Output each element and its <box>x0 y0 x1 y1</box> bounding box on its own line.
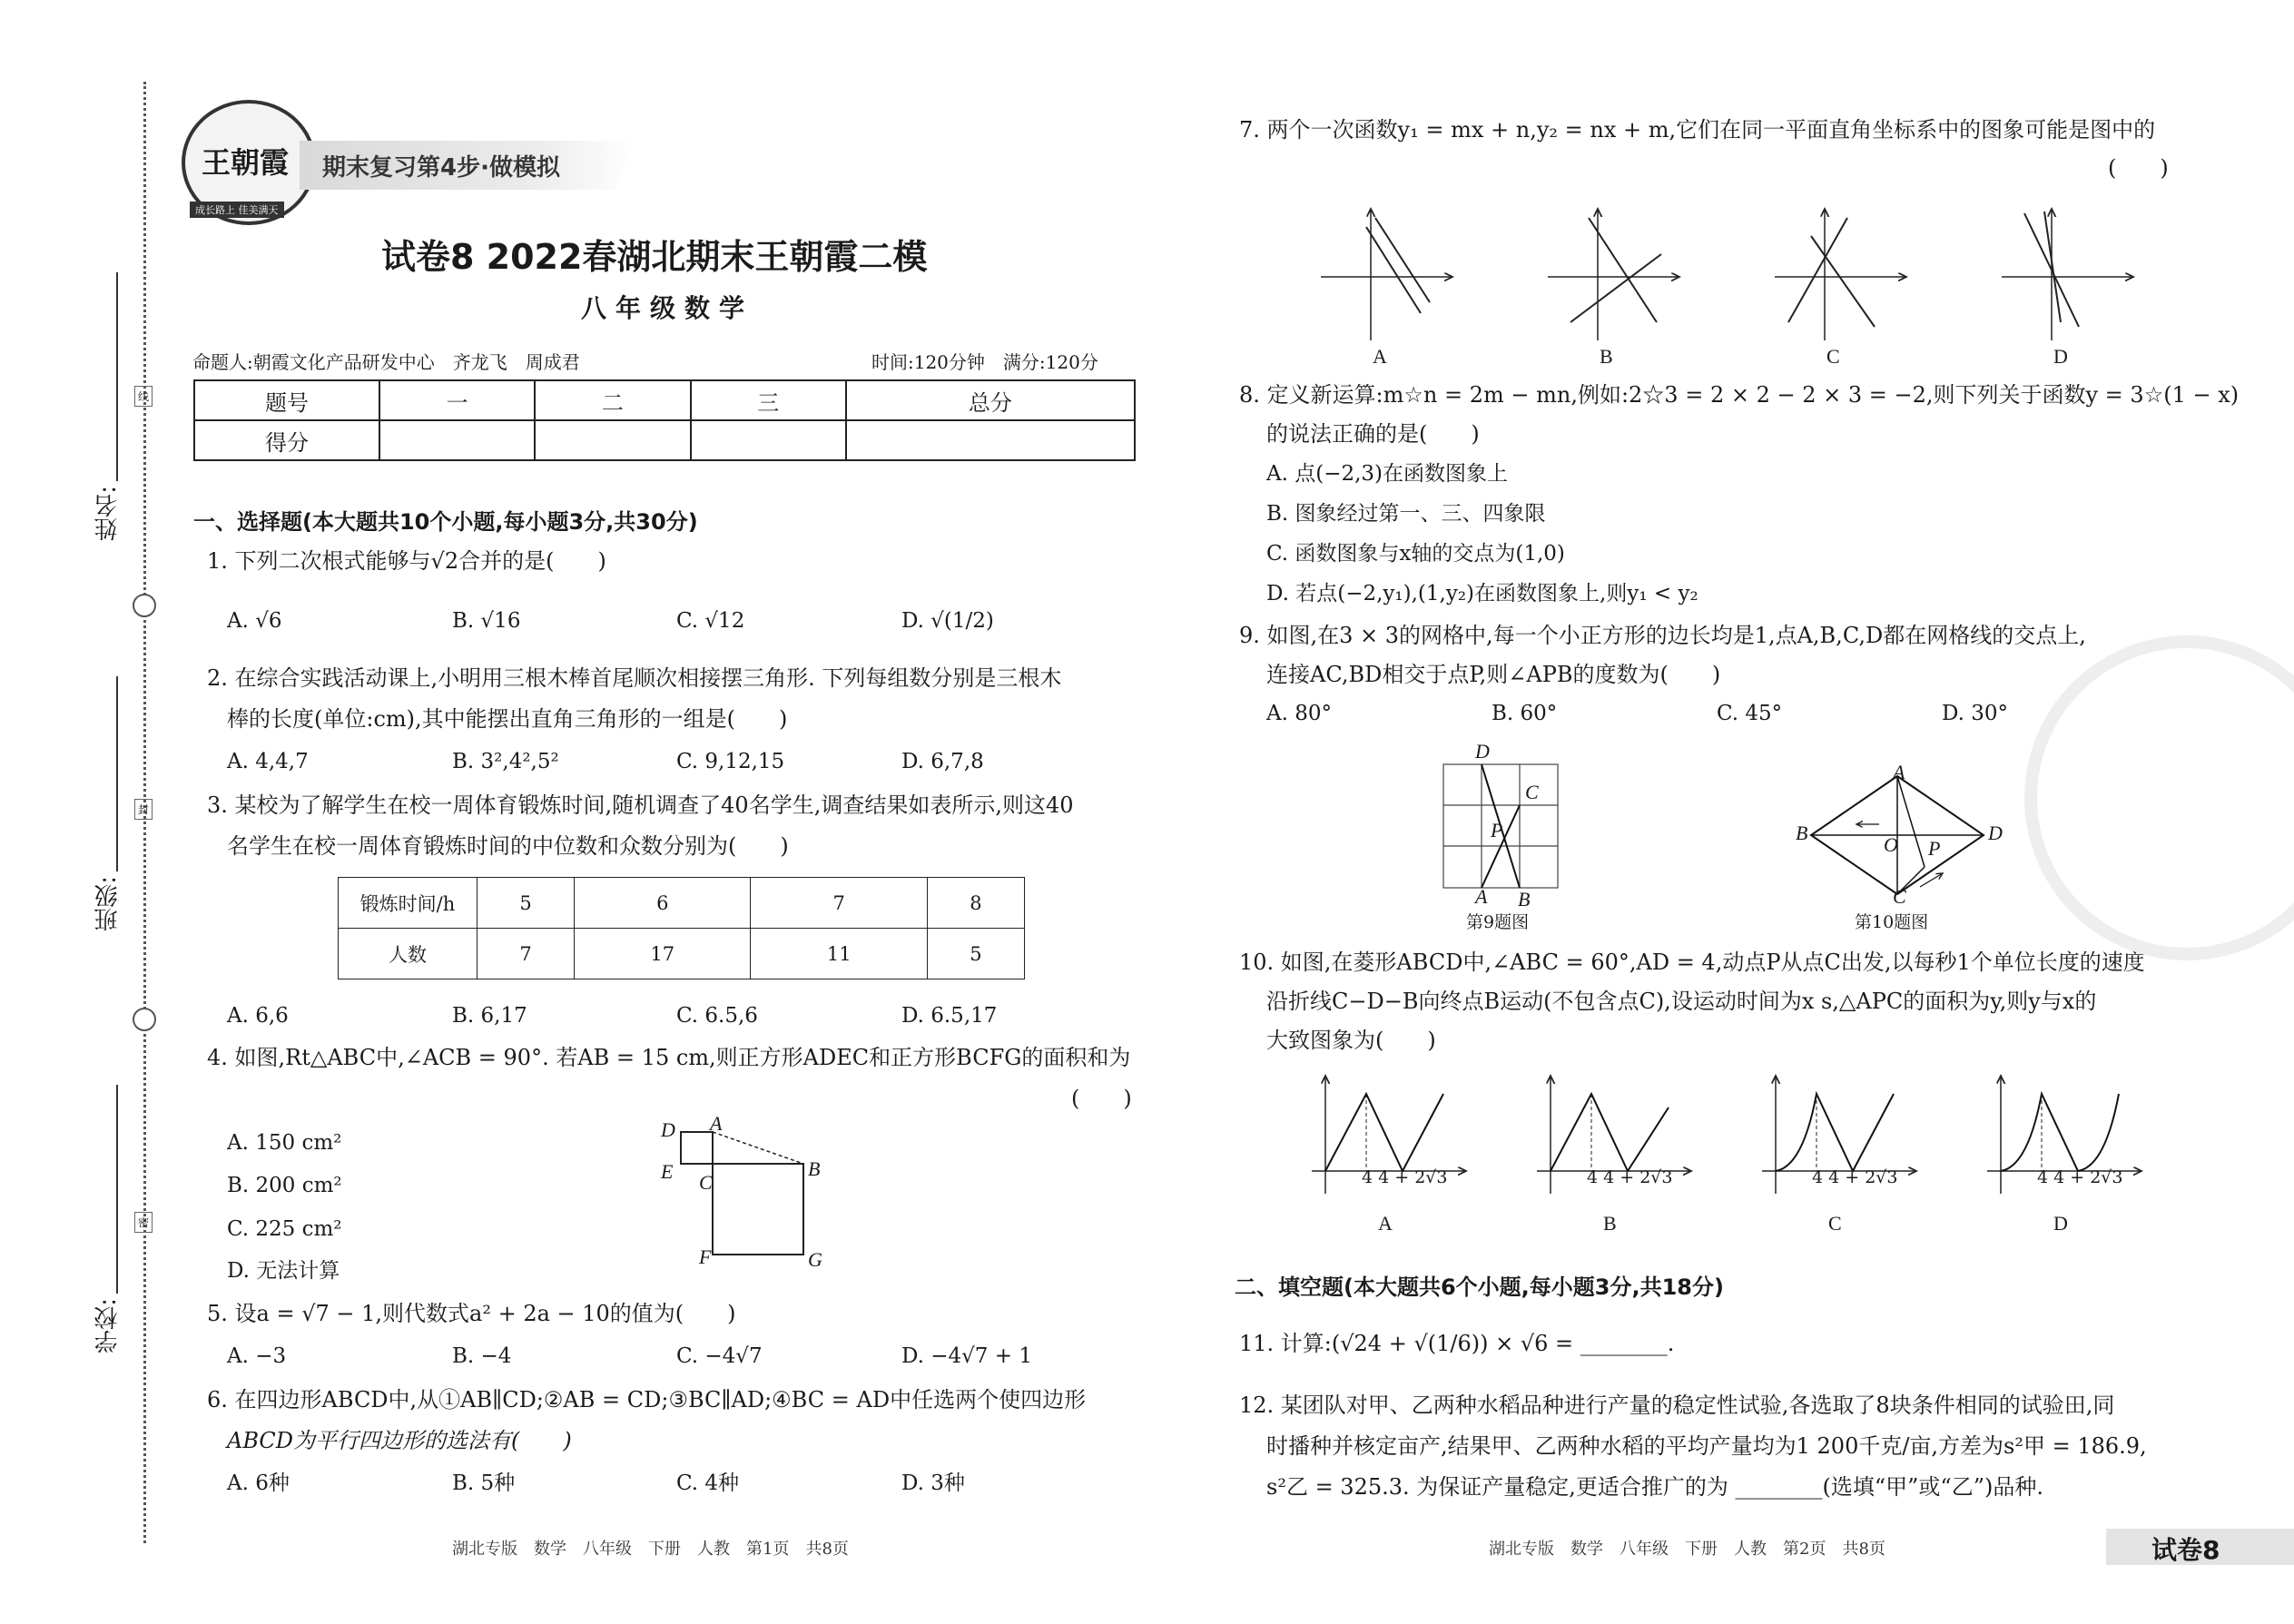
q10-label-opt-c: C <box>1828 1212 1842 1235</box>
q10-ticks-d: 4 4 + 2√3 <box>2037 1167 2123 1187</box>
q12-line-3: s²乙 = 325.3. 为保证产量稳定,更适合推广的为 ________(选填“甲”或“乙”)品种. <box>1266 1474 2043 1500</box>
q4-label-a: A <box>710 1112 723 1135</box>
q1-option-a[interactable]: A. √6 <box>227 609 282 633</box>
q6-line-2: ABCD为平行四边形的选法有( ) <box>227 1428 572 1453</box>
score-header: 一 <box>379 380 535 420</box>
binding-knot-2 <box>133 1008 156 1031</box>
q4-label-b: B <box>808 1157 821 1180</box>
logo-ribbon: 成长路上 佳美满天 <box>190 202 284 218</box>
q11-stem: 11. 计算:(√24 + √(1/6)) × √6 = ________. <box>1239 1331 1675 1356</box>
q10-ticks-a: 4 4 + 2√3 <box>1362 1167 1448 1187</box>
score-row-label: 得分 <box>194 420 379 460</box>
q3-option-a[interactable]: A. 6,6 <box>227 1004 289 1028</box>
q9-label-b: B <box>1518 888 1531 910</box>
q8-line-2: 的说法正确的是( ) <box>1266 421 1480 447</box>
q8-line-1: 8. 定义新运算:m☆n = 2m − mn,例如:2☆3 = 2 × 2 − 2 × 3 = −2,则下列关于函数y = 3☆(1 − x) <box>1239 382 2240 408</box>
q3-table-cell: 11 <box>751 929 927 979</box>
q4-option-b[interactable]: B. 200 cm² <box>227 1174 342 1197</box>
q7-label-a: A <box>1373 345 1387 368</box>
q3-table-cell: 7 <box>751 878 927 929</box>
q9-line-1: 9. 如图,在3 × 3的网格中,每一个小正方形的边长均是1,点A,B,C,D都在网格线的交点上, <box>1239 623 2086 648</box>
class-label: 班级: <box>94 876 122 931</box>
q3-table <box>338 877 1025 979</box>
q3-table-cell: 人数 <box>339 929 478 979</box>
q4-paren: ( ) <box>1071 1086 1132 1111</box>
q7-graph-c <box>1775 209 1906 340</box>
q5-option-b[interactable]: B. −4 <box>452 1344 512 1368</box>
q9-caption: 第9题图 <box>1466 912 1530 932</box>
q10-line-1: 10. 如图,在菱形ABCD中,∠ABC = 60°,AD = 4,动点P从点C出发,以每秒1个单位长度的速度 <box>1239 950 2145 975</box>
school-label: 学校: <box>94 1298 122 1353</box>
q8-option-a[interactable]: A. 点(−2,3)在函数图象上 <box>1266 462 1509 486</box>
score-cell[interactable] <box>846 420 1135 460</box>
q7-line-1: 7. 两个一次函数y₁ = mx + n,y₂ = nx + m,它们在同一平面直角坐标系中的图象可能是图中的 <box>1239 117 2156 143</box>
score-header: 题号 <box>194 380 379 420</box>
q10-line-2: 沿折线C−D−B向终点B运动(不包含点C),设运动时间为x s,△APC的面积为y,则y与x的 <box>1266 989 2097 1014</box>
q1-stem: 1. 下列二次根式能够与√2合并的是( ) <box>207 548 606 574</box>
q10-label-b: B <box>1796 822 1808 844</box>
section-1-heading: 一、选择题(本大题共10个小题,每小题3分,共30分) <box>193 509 698 535</box>
score-cell[interactable] <box>379 420 535 460</box>
q2-option-b[interactable]: B. 3²,4²,5² <box>452 750 559 773</box>
q3-table-cell: 7 <box>478 929 575 979</box>
q4-label-f: F <box>699 1245 712 1268</box>
q3-table-cell: 5 <box>478 878 575 929</box>
q3-table-cell: 17 <box>575 929 751 979</box>
q10-label-opt-b: B <box>1603 1212 1617 1235</box>
q6-option-d[interactable]: D. 3种 <box>901 1471 965 1495</box>
q4-line-1: 4. 如图,Rt△ABC中,∠ACB = 90°. 若AB = 15 cm,则正方形ADEC和正方形BCFG的面积和为 <box>207 1045 1131 1070</box>
q7-label-c: C <box>1826 345 1840 368</box>
q1-option-b[interactable]: B. √16 <box>452 609 521 633</box>
authors: 命题人:朝霞文化产品研发中心 齐龙飞 周成君 <box>192 351 580 373</box>
q9-option-d[interactable]: D. 30° <box>1942 702 2009 725</box>
q3-table-cell: 锻炼时间/h <box>339 878 478 929</box>
logo-badge <box>182 100 316 225</box>
q9-option-c[interactable]: C. 45° <box>1717 702 1783 725</box>
q6-option-b[interactable]: B. 5种 <box>452 1471 516 1495</box>
q5-option-a[interactable]: A. −3 <box>227 1344 287 1368</box>
q7-paren: ( ) <box>2108 155 2169 181</box>
exam-title: 试卷8 2022春湖北期末王朝霞二模 <box>381 237 928 277</box>
class-underline[interactable] <box>116 676 118 871</box>
footer-left: 湖北专版 数学 八年级 下册 人教 第1页 共8页 <box>452 1540 849 1559</box>
q1-option-c[interactable]: C. √12 <box>676 609 745 633</box>
name-underline[interactable] <box>116 272 118 481</box>
q2-line-2: 棒的长度(单位:cm),其中能摆出直角三角形的一组是( ) <box>227 706 788 732</box>
q12-line-1: 12. 某团队对甲、乙两种水稻品种进行产量的稳定性试验,各选取了8块条件相同的试验田,同 <box>1239 1393 2115 1418</box>
q9-line-2: 连接AC,BD相交于点P,则∠APB的度数为( ) <box>1266 662 1721 687</box>
section-2-heading: 二、填空题(本大题共6个小题,每小题3分,共18分) <box>1235 1275 1724 1300</box>
q4-option-c[interactable]: C. 225 cm² <box>227 1217 342 1241</box>
q3-option-c[interactable]: C. 6.5,6 <box>676 1004 758 1028</box>
page-badge: 试卷8 <box>2151 1535 2220 1565</box>
q3-table-cell: 8 <box>927 878 1024 929</box>
score-header: 三 <box>691 380 846 420</box>
footer-right: 湖北专版 数学 八年级 下册 人教 第2页 共8页 <box>1489 1540 1885 1559</box>
exam-subtitle: 八年级数学 <box>581 293 754 323</box>
name-label: 姓名: <box>94 486 122 541</box>
q6-line-1: 6. 在四边形ABCD中,从①AB∥CD;②AB = CD;③BC∥AD;④BC = AD中任选两个使四边形 <box>207 1387 1087 1412</box>
q7-label-d: D <box>2053 345 2068 368</box>
square-adec <box>681 1132 713 1164</box>
q7-label-b: B <box>1600 345 1613 368</box>
q6-option-a[interactable]: A. 6种 <box>227 1471 290 1495</box>
q12-line-2: 时播种并核定亩产,结果甲、乙两种水稻的平均产量均为1 200千克/亩,方差为s²甲 = 186.9, <box>1266 1433 2147 1459</box>
banner-text: 期末复习第4步·做模拟 <box>322 154 560 182</box>
q9-label-d: D <box>1475 740 1490 763</box>
q8-option-c[interactable]: C. 函数图象与x轴的交点为(1,0) <box>1266 542 1565 566</box>
q1-option-d[interactable]: D. √(1/2) <box>901 609 994 633</box>
q3-line-1: 3. 某校为了解学生在校一周体育锻炼时间,随机调查了40名学生,调查结果如表所示,则这40 <box>207 792 1074 818</box>
score-cell[interactable] <box>691 420 846 460</box>
q9-label-p: P <box>1491 819 1503 842</box>
q3-option-b[interactable]: B. 6,17 <box>452 1004 527 1028</box>
q9-label-c: C <box>1525 781 1539 803</box>
binding-knot-1 <box>133 594 156 617</box>
q3-table-cell: 6 <box>575 878 751 929</box>
q9-option-a[interactable]: A. 80° <box>1266 702 1332 725</box>
q10-ticks-c: 4 4 + 2√3 <box>1812 1167 1898 1187</box>
q8-option-d[interactable]: D. 若点(−2,y₁),(1,y₂)在函数图象上,则y₁ < y₂ <box>1266 582 1698 605</box>
q5-option-c[interactable]: C. −4√7 <box>676 1344 763 1368</box>
q2-option-d[interactable]: D. 6,7,8 <box>901 750 984 773</box>
q4-option-a[interactable]: A. 150 cm² <box>227 1131 342 1155</box>
score-header: 二 <box>535 380 690 420</box>
q10-label-opt-a: A <box>1378 1212 1393 1235</box>
score-header: 总分 <box>846 380 1135 420</box>
q4-label-d: D <box>661 1118 675 1141</box>
q8-option-b[interactable]: B. 图象经过第一、三、四象限 <box>1266 502 1546 526</box>
score-cell[interactable] <box>535 420 690 460</box>
score-table <box>193 379 1136 461</box>
time-score: 时间:120分钟 满分:120分 <box>871 351 1098 373</box>
q7-graphs <box>1307 195 2215 349</box>
q6-option-c[interactable]: C. 4种 <box>676 1471 740 1495</box>
q3-table-cell: 5 <box>927 929 1024 979</box>
q10-label-a: A <box>1893 761 1905 783</box>
q10-label-p: P <box>1928 837 1941 860</box>
q7-graph-b <box>1548 209 1679 340</box>
q10-ticks-b: 4 4 + 2√3 <box>1587 1167 1673 1187</box>
school-underline[interactable] <box>116 1085 118 1294</box>
q7-graph-a <box>1321 209 1452 340</box>
logo-text: 王朝霞 <box>202 145 290 180</box>
q7-graph-d <box>2002 209 2133 340</box>
q2-line-1: 2. 在综合实践活动课上,小明用三根木棒首尾顺次相接摆三角形. 下列每组数分别是三根木 <box>207 665 1062 691</box>
q5-stem: 5. 设a = √7 − 1,则代数式a² + 2a − 10的值为( ) <box>207 1301 736 1326</box>
q4-label-g: G <box>808 1248 822 1271</box>
q2-option-c[interactable]: C. 9,12,15 <box>676 750 785 773</box>
q3-line-2: 名学生在校一周体育锻炼时间的中位数和众数分别为( ) <box>227 833 789 859</box>
square-bcfg <box>713 1164 803 1255</box>
q4-label-e: E <box>661 1160 674 1183</box>
q4-label-c: C <box>699 1171 713 1194</box>
segment-ab <box>713 1132 803 1164</box>
q10-line-3: 大致图象为( ) <box>1266 1028 1436 1053</box>
q10-label-d: D <box>1988 822 2003 844</box>
q3-option-d[interactable]: D. 6.5,17 <box>901 1004 998 1028</box>
q10-label-c: C <box>1893 885 1906 908</box>
q2-option-a[interactable]: A. 4,4,7 <box>227 750 309 773</box>
seal-label-feng: 封 <box>134 799 153 820</box>
q4-option-d[interactable]: D. 无法计算 <box>227 1259 340 1283</box>
q9-label-a: A <box>1475 885 1488 908</box>
watermark-seal <box>2024 635 2294 960</box>
q10-label-opt-d: D <box>2053 1212 2068 1235</box>
q5-option-d[interactable]: D. −4√7 + 1 <box>901 1344 1032 1368</box>
seal-label-line: 线 <box>134 386 153 407</box>
seal-label-mi: 密 <box>134 1212 153 1233</box>
q10-caption: 第10题图 <box>1855 912 1929 932</box>
q10-figure <box>1807 767 1997 903</box>
q9-option-b[interactable]: B. 60° <box>1492 702 1558 725</box>
q10-label-o: O <box>1884 833 1898 856</box>
